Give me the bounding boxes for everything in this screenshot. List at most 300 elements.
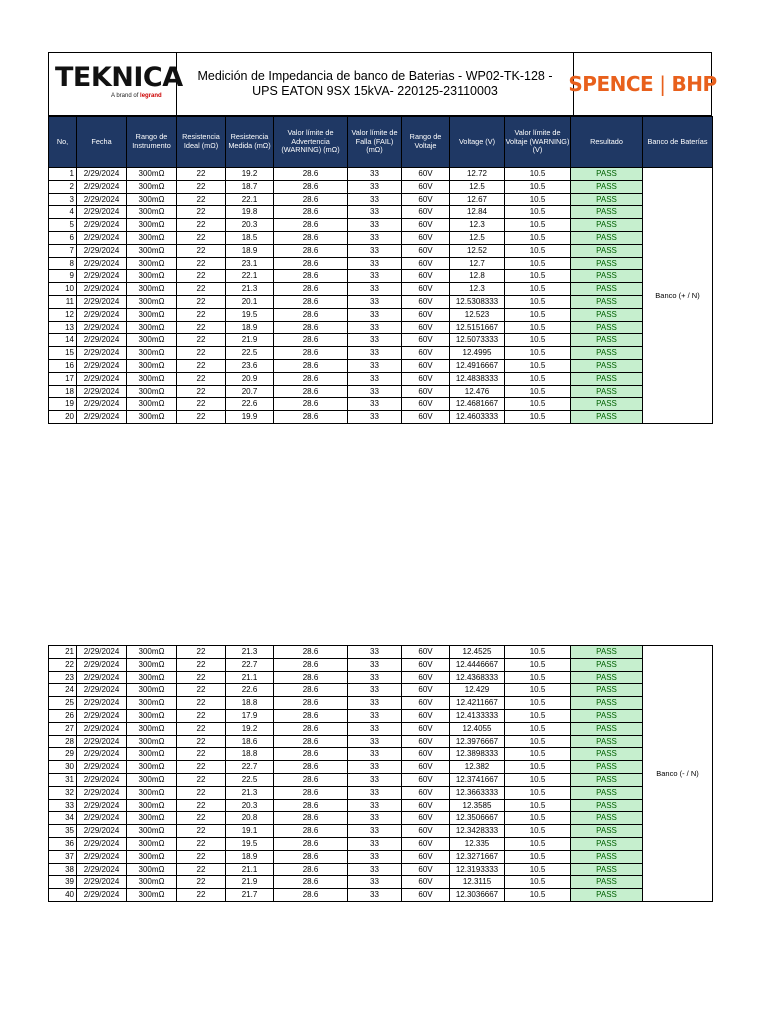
cell-no: 21: [49, 646, 77, 659]
cell-result: PASS: [571, 372, 643, 385]
cell-ideal: 22: [177, 889, 226, 902]
cell-voltage: 12.5073333: [450, 334, 505, 347]
cell-voltage: 12.3: [450, 219, 505, 232]
cell-warning: 28.6: [274, 180, 348, 193]
cell-fail: 33: [348, 398, 402, 411]
cell-measured: 20.7: [226, 385, 274, 398]
logo-separator: |: [659, 72, 666, 96]
cell-date: 2/29/2024: [77, 786, 127, 799]
title-line-1: Medición de Impedancia de banco de Baterias - WP02-TK-128 -: [197, 69, 553, 83]
cell-ideal: 22: [177, 876, 226, 889]
table-row: [49, 270, 713, 283]
cell-fail: 33: [348, 270, 402, 283]
cell-voltage-warning: 10.5: [505, 270, 571, 283]
cell-voltage-warning: 10.5: [505, 876, 571, 889]
cell-result: PASS: [571, 722, 643, 735]
cell-fail: 33: [348, 646, 402, 659]
cell-no: 30: [49, 761, 77, 774]
cell-range: 300mΩ: [127, 308, 177, 321]
cell-no: 4: [49, 206, 77, 219]
cell-range: 300mΩ: [127, 773, 177, 786]
cell-measured: 23.1: [226, 257, 274, 270]
column-header: Resultado: [571, 117, 643, 168]
cell-no: 20: [49, 411, 77, 424]
cell-result: PASS: [571, 334, 643, 347]
cell-ideal: 22: [177, 385, 226, 398]
cell-warning: 28.6: [274, 270, 348, 283]
cell-voltage-range: 60V: [402, 697, 450, 710]
cell-voltage: 12.4055: [450, 722, 505, 735]
cell-warning: 28.6: [274, 411, 348, 424]
cell-ideal: 22: [177, 646, 226, 659]
cell-result: PASS: [571, 850, 643, 863]
cell-voltage: 12.4995: [450, 347, 505, 360]
cell-voltage-range: 60V: [402, 295, 450, 308]
cell-range: 300mΩ: [127, 193, 177, 206]
cell-fail: 33: [348, 193, 402, 206]
cell-warning: 28.6: [274, 359, 348, 372]
cell-no: 37: [49, 850, 77, 863]
table-row: [49, 735, 713, 748]
cell-warning: 28.6: [274, 671, 348, 684]
cell-result: PASS: [571, 359, 643, 372]
cell-fail: 33: [348, 863, 402, 876]
cell-range: 300mΩ: [127, 735, 177, 748]
cell-ideal: 22: [177, 684, 226, 697]
cell-warning: 28.6: [274, 295, 348, 308]
cell-result: PASS: [571, 257, 643, 270]
cell-warning: 28.6: [274, 347, 348, 360]
cell-result: PASS: [571, 180, 643, 193]
cell-ideal: 22: [177, 786, 226, 799]
cell-range: 300mΩ: [127, 761, 177, 774]
cell-measured: 22.5: [226, 773, 274, 786]
cell-voltage: 12.3036667: [450, 889, 505, 902]
cell-voltage: 12.3976667: [450, 735, 505, 748]
cell-voltage: 12.7: [450, 257, 505, 270]
cell-measured: 21.9: [226, 876, 274, 889]
cell-voltage-range: 60V: [402, 799, 450, 812]
cell-warning: 28.6: [274, 773, 348, 786]
cell-no: 27: [49, 722, 77, 735]
cell-range: 300mΩ: [127, 837, 177, 850]
cell-date: 2/29/2024: [77, 735, 127, 748]
cell-result: PASS: [571, 295, 643, 308]
cell-voltage-range: 60V: [402, 180, 450, 193]
cell-voltage-warning: 10.5: [505, 697, 571, 710]
cell-voltage-range: 60V: [402, 385, 450, 398]
cell-ideal: 22: [177, 671, 226, 684]
cell-warning: 28.6: [274, 825, 348, 838]
cell-warning: 28.6: [274, 168, 348, 181]
cell-warning: 28.6: [274, 684, 348, 697]
bank-label: Banco (+ / N): [643, 168, 713, 424]
cell-voltage-warning: 10.5: [505, 748, 571, 761]
cell-result: PASS: [571, 761, 643, 774]
cell-voltage-range: 60V: [402, 206, 450, 219]
table-row: [49, 321, 713, 334]
cell-fail: 33: [348, 244, 402, 257]
cell-date: 2/29/2024: [77, 283, 127, 296]
cell-no: 38: [49, 863, 77, 876]
cell-fail: 33: [348, 180, 402, 193]
tagline-prefix: A brand of: [111, 93, 139, 99]
cell-ideal: 22: [177, 206, 226, 219]
cell-fail: 33: [348, 257, 402, 270]
cell-measured: 19.5: [226, 308, 274, 321]
cell-warning: 28.6: [274, 837, 348, 850]
cell-fail: 33: [348, 385, 402, 398]
cell-warning: 28.6: [274, 283, 348, 296]
cell-date: 2/29/2024: [77, 658, 127, 671]
cell-result: PASS: [571, 889, 643, 902]
cell-measured: 20.8: [226, 812, 274, 825]
cell-no: 17: [49, 372, 77, 385]
cell-date: 2/29/2024: [77, 697, 127, 710]
cell-range: 300mΩ: [127, 180, 177, 193]
cell-result: PASS: [571, 270, 643, 283]
cell-measured: 18.9: [226, 321, 274, 334]
cell-date: 2/29/2024: [77, 709, 127, 722]
cell-range: 300mΩ: [127, 206, 177, 219]
cell-voltage-range: 60V: [402, 308, 450, 321]
cell-voltage: 12.4211667: [450, 697, 505, 710]
cell-warning: 28.6: [274, 876, 348, 889]
cell-no: 2: [49, 180, 77, 193]
cell-no: 40: [49, 889, 77, 902]
cell-range: 300mΩ: [127, 283, 177, 296]
cell-fail: 33: [348, 219, 402, 232]
cell-range: 300mΩ: [127, 684, 177, 697]
cell-result: PASS: [571, 321, 643, 334]
cell-ideal: 22: [177, 372, 226, 385]
cell-fail: 33: [348, 722, 402, 735]
cell-range: 300mΩ: [127, 889, 177, 902]
cell-measured: 22.6: [226, 398, 274, 411]
cell-date: 2/29/2024: [77, 876, 127, 889]
cell-no: 10: [49, 283, 77, 296]
cell-voltage: 12.4838333: [450, 372, 505, 385]
cell-voltage: 12.52: [450, 244, 505, 257]
cell-range: 300mΩ: [127, 722, 177, 735]
cell-measured: 17.9: [226, 709, 274, 722]
cell-voltage-range: 60V: [402, 837, 450, 850]
cell-result: PASS: [571, 876, 643, 889]
cell-no: 39: [49, 876, 77, 889]
table-row: [49, 168, 713, 181]
cell-voltage: 12.3898333: [450, 748, 505, 761]
cell-date: 2/29/2024: [77, 231, 127, 244]
cell-voltage-warning: 10.5: [505, 850, 571, 863]
cell-fail: 33: [348, 735, 402, 748]
cell-date: 2/29/2024: [77, 347, 127, 360]
cell-range: 300mΩ: [127, 347, 177, 360]
cell-date: 2/29/2024: [77, 889, 127, 902]
table-row: [49, 709, 713, 722]
cell-result: PASS: [571, 786, 643, 799]
cell-measured: 18.9: [226, 244, 274, 257]
cell-result: PASS: [571, 735, 643, 748]
cell-voltage-range: 60V: [402, 347, 450, 360]
cell-ideal: 22: [177, 193, 226, 206]
cell-measured: 20.9: [226, 372, 274, 385]
table-row: [49, 180, 713, 193]
table-row: [49, 850, 713, 863]
cell-result: PASS: [571, 398, 643, 411]
cell-voltage-range: 60V: [402, 219, 450, 232]
table-row: [49, 244, 713, 257]
cell-voltage: 12.5151667: [450, 321, 505, 334]
cell-measured: 23.6: [226, 359, 274, 372]
cell-voltage-range: 60V: [402, 863, 450, 876]
table-row: [49, 283, 713, 296]
cell-fail: 33: [348, 347, 402, 360]
column-header: Valor límite de Falla (FAIL) (mΩ): [348, 117, 402, 168]
cell-no: 14: [49, 334, 77, 347]
table-row: [49, 646, 713, 659]
table-row: [49, 761, 713, 774]
cell-ideal: 22: [177, 219, 226, 232]
cell-warning: 28.6: [274, 722, 348, 735]
cell-no: 23: [49, 671, 77, 684]
cell-measured: 18.8: [226, 748, 274, 761]
cell-range: 300mΩ: [127, 812, 177, 825]
cell-warning: 28.6: [274, 697, 348, 710]
cell-ideal: 22: [177, 334, 226, 347]
cell-voltage: 12.476: [450, 385, 505, 398]
cell-voltage: 12.4681667: [450, 398, 505, 411]
cell-measured: 22.1: [226, 270, 274, 283]
cell-voltage: 12.4525: [450, 646, 505, 659]
table-row: [49, 837, 713, 850]
cell-ideal: 22: [177, 748, 226, 761]
cell-range: 300mΩ: [127, 398, 177, 411]
cell-voltage-range: 60V: [402, 257, 450, 270]
cell-warning: 28.6: [274, 193, 348, 206]
cell-date: 2/29/2024: [77, 385, 127, 398]
cell-fail: 33: [348, 372, 402, 385]
cell-fail: 33: [348, 295, 402, 308]
cell-voltage-warning: 10.5: [505, 295, 571, 308]
bank-label: Banco (- / N): [643, 646, 713, 902]
legrand-name: legrand: [140, 93, 162, 99]
cell-voltage-warning: 10.5: [505, 722, 571, 735]
column-header: Valor límite de Advertencia (WARNING) (mΩ): [274, 117, 348, 168]
cell-date: 2/29/2024: [77, 321, 127, 334]
cell-warning: 28.6: [274, 321, 348, 334]
cell-result: PASS: [571, 709, 643, 722]
cell-voltage-warning: 10.5: [505, 321, 571, 334]
cell-no: 33: [49, 799, 77, 812]
cell-range: 300mΩ: [127, 850, 177, 863]
cell-result: PASS: [571, 812, 643, 825]
cell-range: 300mΩ: [127, 411, 177, 424]
cell-voltage-range: 60V: [402, 850, 450, 863]
cell-voltage: 12.4446667: [450, 658, 505, 671]
cell-ideal: 22: [177, 257, 226, 270]
cell-voltage: 12.5308333: [450, 295, 505, 308]
table-row: [49, 347, 713, 360]
cell-result: PASS: [571, 799, 643, 812]
cell-voltage-range: 60V: [402, 735, 450, 748]
cell-warning: 28.6: [274, 398, 348, 411]
cell-date: 2/29/2024: [77, 244, 127, 257]
column-header: Fecha: [77, 117, 127, 168]
cell-no: 25: [49, 697, 77, 710]
cell-range: 300mΩ: [127, 334, 177, 347]
cell-range: 300mΩ: [127, 244, 177, 257]
cell-voltage-range: 60V: [402, 244, 450, 257]
cell-no: 32: [49, 786, 77, 799]
cell-fail: 33: [348, 799, 402, 812]
cell-ideal: 22: [177, 773, 226, 786]
cell-voltage-warning: 10.5: [505, 168, 571, 181]
cell-voltage: 12.72: [450, 168, 505, 181]
cell-no: 28: [49, 735, 77, 748]
cell-warning: 28.6: [274, 206, 348, 219]
cell-range: 300mΩ: [127, 231, 177, 244]
cell-result: PASS: [571, 385, 643, 398]
cell-voltage-range: 60V: [402, 646, 450, 659]
cell-result: PASS: [571, 308, 643, 321]
cell-date: 2/29/2024: [77, 671, 127, 684]
table-row: [49, 385, 713, 398]
cell-fail: 33: [348, 889, 402, 902]
cell-no: 36: [49, 837, 77, 850]
cell-no: 18: [49, 385, 77, 398]
cell-voltage: 12.3585: [450, 799, 505, 812]
cell-voltage-warning: 10.5: [505, 825, 571, 838]
cell-result: PASS: [571, 671, 643, 684]
cell-voltage-range: 60V: [402, 168, 450, 181]
cell-voltage-warning: 10.5: [505, 786, 571, 799]
cell-voltage: 12.429: [450, 684, 505, 697]
cell-measured: 19.2: [226, 722, 274, 735]
cell-voltage-warning: 10.5: [505, 257, 571, 270]
cell-date: 2/29/2024: [77, 799, 127, 812]
cell-fail: 33: [348, 812, 402, 825]
cell-warning: 28.6: [274, 658, 348, 671]
cell-warning: 28.6: [274, 761, 348, 774]
column-header: Valor límite de Voltaje (WARNING) (V): [505, 117, 571, 168]
cell-voltage-warning: 10.5: [505, 283, 571, 296]
cell-measured: 20.1: [226, 295, 274, 308]
cell-range: 300mΩ: [127, 671, 177, 684]
cell-fail: 33: [348, 671, 402, 684]
cell-measured: 18.5: [226, 231, 274, 244]
cell-voltage: 12.3741667: [450, 773, 505, 786]
cell-fail: 33: [348, 773, 402, 786]
table-row: [49, 825, 713, 838]
cell-no: 26: [49, 709, 77, 722]
cell-voltage: 12.382: [450, 761, 505, 774]
cell-voltage-warning: 10.5: [505, 334, 571, 347]
cell-voltage-warning: 10.5: [505, 231, 571, 244]
column-header: Rango de Voltaje: [402, 117, 450, 168]
cell-voltage: 12.8: [450, 270, 505, 283]
cell-ideal: 22: [177, 398, 226, 411]
cell-fail: 33: [348, 283, 402, 296]
cell-date: 2/29/2024: [77, 773, 127, 786]
cell-voltage-warning: 10.5: [505, 684, 571, 697]
cell-fail: 33: [348, 709, 402, 722]
cell-measured: 18.7: [226, 180, 274, 193]
cell-voltage-warning: 10.5: [505, 761, 571, 774]
cell-ideal: 22: [177, 761, 226, 774]
table-row: [49, 334, 713, 347]
cell-result: PASS: [571, 837, 643, 850]
table-row: [49, 786, 713, 799]
cell-voltage-warning: 10.5: [505, 837, 571, 850]
cell-no: 22: [49, 658, 77, 671]
cell-date: 2/29/2024: [77, 684, 127, 697]
report-title: [177, 53, 574, 115]
cell-result: PASS: [571, 773, 643, 786]
cell-no: 1: [49, 168, 77, 181]
cell-warning: 28.6: [274, 219, 348, 232]
cell-ideal: 22: [177, 308, 226, 321]
table-row: [49, 876, 713, 889]
cell-ideal: 22: [177, 231, 226, 244]
cell-date: 2/29/2024: [77, 359, 127, 372]
cell-no: 12: [49, 308, 77, 321]
cell-no: 29: [49, 748, 77, 761]
cell-ideal: 22: [177, 168, 226, 181]
cell-voltage: 12.4603333: [450, 411, 505, 424]
cell-date: 2/29/2024: [77, 295, 127, 308]
table-row: [49, 372, 713, 385]
cell-voltage-range: 60V: [402, 684, 450, 697]
cell-voltage-warning: 10.5: [505, 347, 571, 360]
cell-warning: 28.6: [274, 308, 348, 321]
cell-voltage-range: 60V: [402, 709, 450, 722]
cell-fail: 33: [348, 168, 402, 181]
cell-voltage-range: 60V: [402, 876, 450, 889]
cell-measured: 18.8: [226, 697, 274, 710]
cell-voltage-range: 60V: [402, 334, 450, 347]
cell-measured: 18.6: [226, 735, 274, 748]
cell-date: 2/29/2024: [77, 193, 127, 206]
cell-voltage-range: 60V: [402, 825, 450, 838]
cell-result: PASS: [571, 347, 643, 360]
cell-result: PASS: [571, 825, 643, 838]
cell-date: 2/29/2024: [77, 850, 127, 863]
cell-voltage-warning: 10.5: [505, 308, 571, 321]
cell-voltage-warning: 10.5: [505, 658, 571, 671]
cell-voltage-warning: 10.5: [505, 889, 571, 902]
cell-fail: 33: [348, 359, 402, 372]
cell-fail: 33: [348, 231, 402, 244]
cell-result: PASS: [571, 244, 643, 257]
spence-bhp-logo: [568, 53, 717, 115]
cell-warning: 28.6: [274, 735, 348, 748]
cell-voltage-range: 60V: [402, 786, 450, 799]
cell-result: PASS: [571, 193, 643, 206]
cell-date: 2/29/2024: [77, 722, 127, 735]
cell-date: 2/29/2024: [77, 168, 127, 181]
cell-date: 2/29/2024: [77, 837, 127, 850]
cell-ideal: 22: [177, 270, 226, 283]
cell-result: PASS: [571, 748, 643, 761]
cell-measured: 21.9: [226, 334, 274, 347]
cell-measured: 22.6: [226, 684, 274, 697]
cell-no: 24: [49, 684, 77, 697]
cell-range: 300mΩ: [127, 385, 177, 398]
cell-voltage-warning: 10.5: [505, 359, 571, 372]
cell-voltage-range: 60V: [402, 671, 450, 684]
cell-fail: 33: [348, 761, 402, 774]
cell-fail: 33: [348, 308, 402, 321]
